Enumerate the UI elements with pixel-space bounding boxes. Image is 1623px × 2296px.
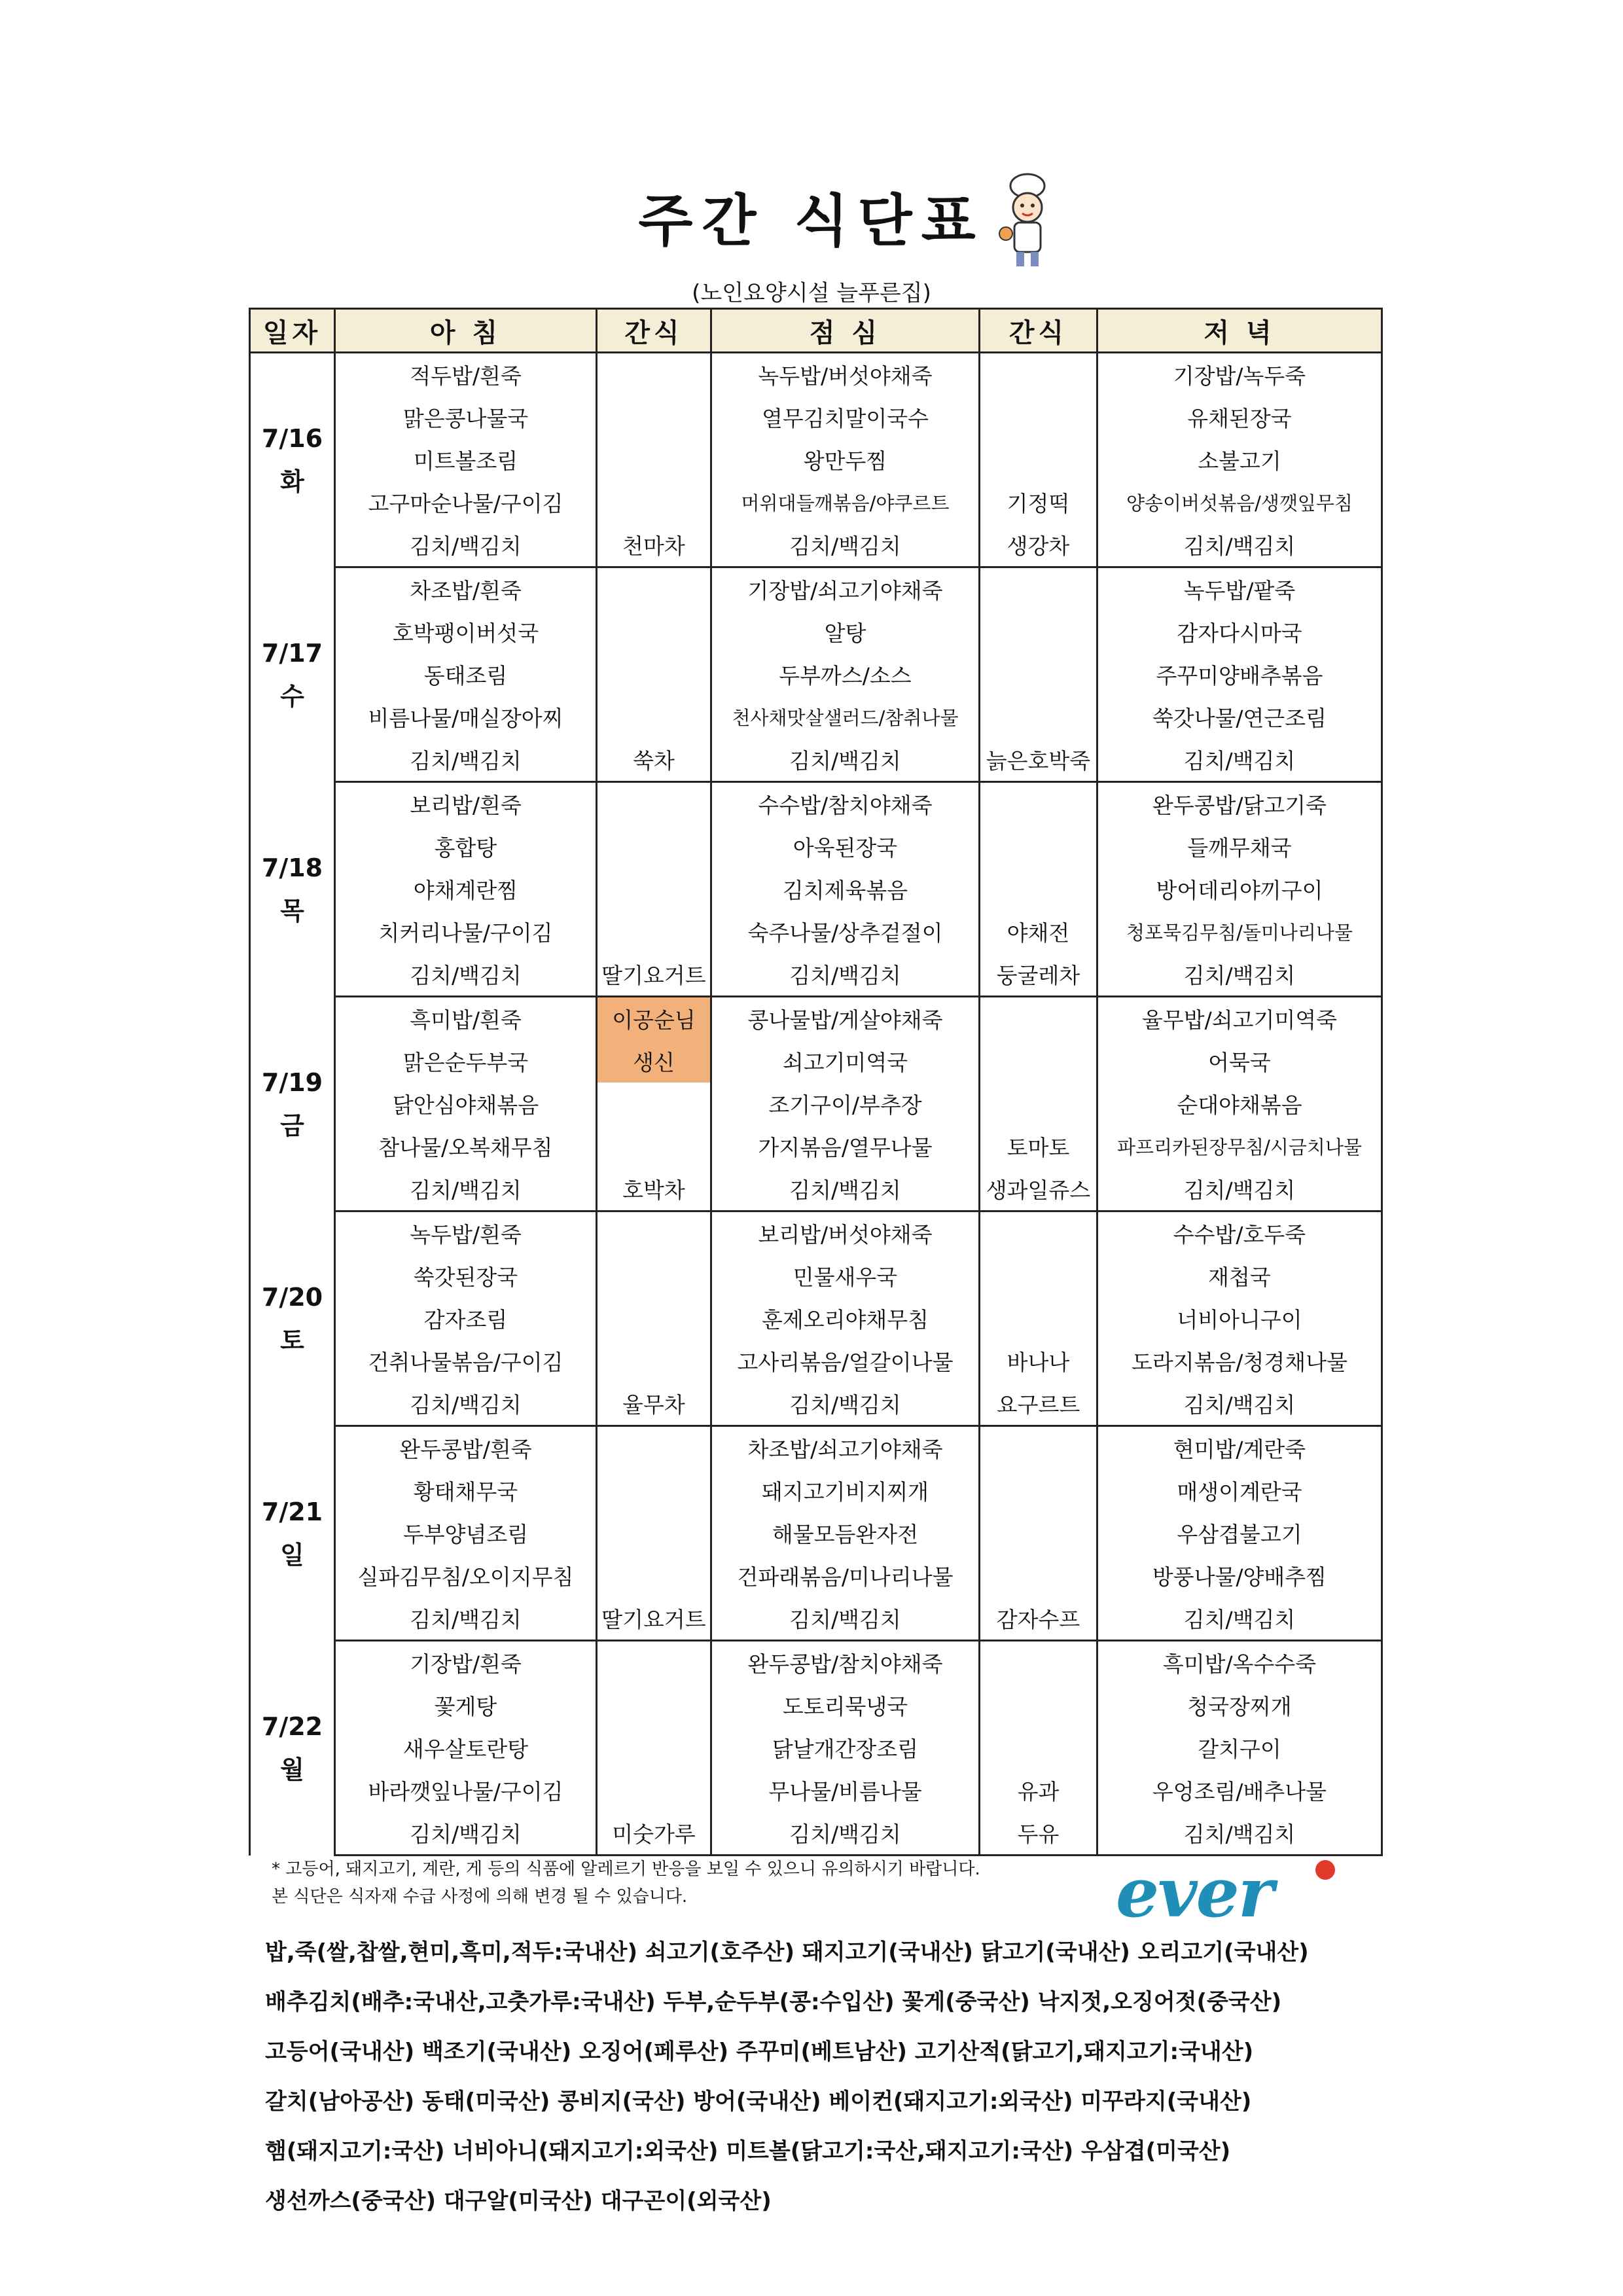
breakfast-cell: 맑은순두부국 [335, 1040, 597, 1083]
origin-line: 생선까스(중국산) 대구알(미국산) 대구곤이(외국산) [265, 2188, 772, 2214]
lunch-cell: 훈제오리야채무침 [711, 1297, 980, 1340]
snack-morning-cell [597, 1512, 711, 1554]
date-label: 7/22 [261, 1712, 323, 1741]
snack-morning-cell [597, 481, 711, 524]
weekday-label: 월 [280, 1755, 304, 1784]
breakfast-cell: 차조밥/흰죽 [335, 567, 597, 611]
lunch-cell: 김치/백김치 [711, 1812, 980, 1856]
menu-row [250, 1641, 1382, 1685]
origin-line: 햄(돼지고기:국산) 너비아니(돼지고기:외국산) 미트볼(닭고기:국산,돼지고기:국산) 우삼겹(미국산) [265, 2138, 1231, 2164]
lunch-cell: 고사리볶음/얼갈이나물 [711, 1340, 980, 1382]
lunch-cell: 돼지고기비지찌개 [711, 1469, 980, 1512]
lunch-cell: 가지볶음/열무나물 [711, 1125, 980, 1168]
lunch-cell: 알탕 [711, 611, 980, 653]
snack-afternoon-cell [980, 396, 1097, 439]
snack-afternoon-cell: 요구르트 [980, 1382, 1097, 1426]
lunch-cell: 김치/백김치 [711, 1382, 980, 1426]
lunch-cell: 기장밥/쇠고기야채죽 [711, 567, 980, 611]
menu-row [250, 1597, 1382, 1641]
snack-morning-cell [597, 782, 711, 826]
lunch-cell: 김치/백김치 [711, 1168, 980, 1211]
menu-row [250, 567, 1382, 611]
breakfast-cell: 야채계란찜 [335, 868, 597, 910]
snack-morning-cell [597, 1255, 711, 1297]
dinner-cell: 너비아니구이 [1097, 1297, 1382, 1340]
origin-line: 밥,죽(쌀,찹쌀,현미,흑미,적두:국내산) 쇠고기(호주산) 돼지고기(국내산) 닭고기(국내산) 오리고기(국내산) [265, 1939, 1309, 1965]
menu-row [250, 738, 1382, 782]
snack-morning-cell: 율무차 [597, 1382, 711, 1426]
allergy-note: * 고등어, 돼지고기, 계란, 게 등의 식품에 알레르기 반응을 보일 수 있으니 유의하시기 바랍니다. [272, 1859, 980, 1879]
column-header-date: 일자 [250, 309, 335, 353]
dinner-cell: 주꾸미양배추볶음 [1097, 653, 1382, 696]
lunch-cell: 닭날개간장조림 [711, 1727, 980, 1769]
lunch-cell: 김치제육볶음 [711, 868, 980, 910]
dinner-cell: 도라지볶음/청경채나물 [1097, 1340, 1382, 1382]
breakfast-cell: 두부양념조림 [335, 1512, 597, 1554]
column-header-lunch: 점 심 [711, 309, 980, 353]
snack-morning-cell [597, 611, 711, 653]
weekday-label: 화 [280, 467, 304, 497]
menu-row [250, 1340, 1382, 1382]
menu-row [250, 1083, 1382, 1125]
dinner-cell: 김치/백김치 [1097, 953, 1382, 997]
date-cell [250, 782, 335, 997]
dinner-cell: 김치/백김치 [1097, 1382, 1382, 1426]
snack-afternoon-cell [980, 1727, 1097, 1769]
menu-row [250, 997, 1382, 1041]
lunch-cell: 보리밥/버섯야채죽 [711, 1211, 980, 1255]
breakfast-cell: 실파김무침/오이지무침 [335, 1554, 597, 1597]
snack-afternoon-cell [980, 1255, 1097, 1297]
snack-afternoon-cell [980, 1554, 1097, 1597]
snack-morning-cell [597, 1426, 711, 1470]
menu-row [250, 524, 1382, 567]
snack-afternoon-cell [980, 567, 1097, 611]
snack-morning-cell [597, 396, 711, 439]
menu-row [250, 1211, 1382, 1255]
snack-afternoon-cell [980, 1641, 1097, 1685]
snack-afternoon-cell: 두유 [980, 1812, 1097, 1856]
dinner-cell: 갈치구이 [1097, 1727, 1382, 1769]
lunch-cell: 아욱된장국 [711, 825, 980, 868]
change-note: 본 식단은 식자재 수급 사정에 의해 변경 될 수 있습니다. [272, 1887, 688, 1907]
snack-morning-cell [597, 567, 711, 611]
snack-morning-cell [597, 868, 711, 910]
snack-morning-cell [597, 1554, 711, 1597]
snack-afternoon-cell [980, 1040, 1097, 1083]
menu-row [250, 696, 1382, 738]
lunch-cell: 쇠고기미역국 [711, 1040, 980, 1083]
snack-morning-cell [597, 1641, 711, 1685]
menu-row [250, 353, 1382, 397]
snack-afternoon-cell [980, 1297, 1097, 1340]
breakfast-cell: 홍합탕 [335, 825, 597, 868]
column-header-snack-morning: 간식 [597, 309, 711, 353]
snack-afternoon-cell [980, 1211, 1097, 1255]
breakfast-cell: 쑥갓된장국 [335, 1255, 597, 1297]
snack-morning-cell [597, 353, 711, 397]
breakfast-cell: 흑미밥/흰죽 [335, 997, 597, 1041]
date-label: 7/19 [261, 1067, 323, 1097]
snack-afternoon-cell [980, 782, 1097, 826]
lunch-cell: 김치/백김치 [711, 524, 980, 567]
menu-row [250, 1382, 1382, 1426]
breakfast-cell: 김치/백김치 [335, 953, 597, 997]
snack-morning-cell [597, 696, 711, 738]
menu-row [250, 1727, 1382, 1769]
breakfast-cell: 완두콩밥/흰죽 [335, 1426, 597, 1470]
snack-morning-cell [597, 1125, 711, 1168]
breakfast-cell: 건취나물볶음/구이김 [335, 1340, 597, 1382]
breakfast-cell: 새우살토란탕 [335, 1727, 597, 1769]
snack-morning-cell: 생신 [597, 1040, 711, 1083]
dinner-cell: 기장밥/녹두죽 [1097, 353, 1382, 397]
menu-row [250, 653, 1382, 696]
breakfast-cell: 김치/백김치 [335, 1168, 597, 1211]
snack-afternoon-cell: 감자수프 [980, 1597, 1097, 1641]
lunch-cell: 천사채맛살샐러드/참취나물 [711, 696, 980, 738]
facility-subtitle: (노인요양시설 늘푸른집) [692, 280, 931, 306]
dinner-cell: 순대야채볶음 [1097, 1083, 1382, 1125]
snack-afternoon-cell [980, 611, 1097, 653]
chef-icon [991, 171, 1063, 270]
dinner-cell: 우엉조림/배추나물 [1097, 1769, 1382, 1812]
snack-morning-cell [597, 1083, 711, 1125]
breakfast-cell: 미트볼조림 [335, 439, 597, 481]
snack-morning-cell: 미숫가루 [597, 1812, 711, 1856]
snack-afternoon-cell [980, 1426, 1097, 1470]
lunch-cell: 김치/백김치 [711, 1597, 980, 1641]
page-title: 주간 식단표 [638, 188, 985, 254]
snack-afternoon-cell: 야채전 [980, 910, 1097, 953]
dinner-cell: 김치/백김치 [1097, 738, 1382, 782]
breakfast-cell: 녹두밥/흰죽 [335, 1211, 597, 1255]
snack-morning-cell: 쑥차 [597, 738, 711, 782]
logo-accent-dot [1315, 1860, 1335, 1880]
breakfast-cell: 닭안심야채볶음 [335, 1083, 597, 1125]
lunch-cell: 콩나물밥/게살야채죽 [711, 997, 980, 1041]
menu-row [250, 1168, 1382, 1211]
dinner-cell: 김치/백김치 [1097, 524, 1382, 567]
snack-morning-cell: 딸기요거트 [597, 953, 711, 997]
breakfast-cell: 꽃게탕 [335, 1684, 597, 1727]
snack-afternoon-cell [980, 439, 1097, 481]
dinner-cell: 파프리카된장무침/시금치나물 [1097, 1125, 1382, 1168]
snack-morning-cell: 호박차 [597, 1168, 711, 1211]
lunch-cell: 두부까스/소스 [711, 653, 980, 696]
weekday-label: 금 [280, 1111, 304, 1140]
lunch-cell: 차조밥/쇠고기야채죽 [711, 1426, 980, 1470]
snack-morning-cell [597, 1469, 711, 1512]
snack-afternoon-cell: 바나나 [980, 1340, 1097, 1382]
snack-afternoon-cell [980, 1469, 1097, 1512]
lunch-cell: 수수밥/참치야채죽 [711, 782, 980, 826]
menu-row [250, 439, 1382, 481]
menu-row [250, 868, 1382, 910]
snack-afternoon-cell [980, 1684, 1097, 1727]
breakfast-cell: 기장밥/흰죽 [335, 1641, 597, 1685]
date-cell [250, 997, 335, 1211]
snack-afternoon-cell: 유과 [980, 1769, 1097, 1812]
snack-afternoon-cell: 둥굴레차 [980, 953, 1097, 997]
dinner-cell: 쑥갓나물/연근조림 [1097, 696, 1382, 738]
dinner-cell: 어묵국 [1097, 1040, 1382, 1083]
dinner-cell: 방풍나물/양배추찜 [1097, 1554, 1382, 1597]
lunch-cell: 왕만두찜 [711, 439, 980, 481]
dinner-cell: 들깨무채국 [1097, 825, 1382, 868]
menu-row [250, 953, 1382, 997]
date-label: 7/21 [261, 1497, 323, 1526]
menu-row [250, 396, 1382, 439]
snack-afternoon-cell: 늙은호박죽 [980, 738, 1097, 782]
snack-morning-cell [597, 1727, 711, 1769]
snack-afternoon-cell [980, 696, 1097, 738]
snack-morning-cell: 이공순님 [597, 997, 711, 1041]
dinner-cell: 감자다시마국 [1097, 611, 1382, 653]
snack-afternoon-cell: 생강차 [980, 524, 1097, 567]
breakfast-cell: 김치/백김치 [335, 1812, 597, 1856]
lunch-cell: 완두콩밥/참치야채죽 [711, 1641, 980, 1685]
dinner-cell: 흑미밥/옥수수죽 [1097, 1641, 1382, 1685]
dinner-cell: 매생이계란국 [1097, 1469, 1382, 1512]
weekday-label: 토 [280, 1325, 304, 1355]
dinner-cell: 방어데리야끼구이 [1097, 868, 1382, 910]
menu-row [250, 1769, 1382, 1812]
breakfast-cell: 고구마순나물/구이김 [335, 481, 597, 524]
table-header-row [250, 309, 1382, 353]
origin-line: 고등어(국내산) 백조기(국내산) 오징어(페루산) 주꾸미(베트남산) 고기산적(닭고기,돼지고기:국내산) [265, 2039, 1254, 2065]
date-cell [250, 1641, 335, 1856]
menu-row [250, 1297, 1382, 1340]
snack-morning-cell: 천마차 [597, 524, 711, 567]
lunch-cell: 녹두밥/버섯야채죽 [711, 353, 980, 397]
menu-row [250, 1554, 1382, 1597]
dinner-cell: 완두콩밥/닭고기죽 [1097, 782, 1382, 826]
snack-afternoon-cell: 기정떡 [980, 481, 1097, 524]
lunch-cell: 열무김치말이국수 [711, 396, 980, 439]
dinner-cell: 양송이버섯볶음/생깻잎무침 [1097, 481, 1382, 524]
snack-morning-cell [597, 439, 711, 481]
breakfast-cell: 보리밥/흰죽 [335, 782, 597, 826]
snack-afternoon-cell [980, 868, 1097, 910]
lunch-cell: 건파래볶음/미나리나물 [711, 1554, 980, 1597]
menu-row [250, 1426, 1382, 1470]
dinner-cell: 유채된장국 [1097, 396, 1382, 439]
breakfast-cell: 김치/백김치 [335, 738, 597, 782]
lunch-cell: 조기구이/부추장 [711, 1083, 980, 1125]
menu-row [250, 1040, 1382, 1083]
lunch-cell: 김치/백김치 [711, 953, 980, 997]
breakfast-cell: 치커리나물/구이김 [335, 910, 597, 953]
lunch-cell: 도토리묵냉국 [711, 1684, 980, 1727]
dinner-cell: 김치/백김치 [1097, 1168, 1382, 1211]
snack-morning-cell [597, 1211, 711, 1255]
snack-morning-cell [597, 1769, 711, 1812]
snack-morning-cell [597, 1684, 711, 1727]
breakfast-cell: 바라깻잎나물/구이김 [335, 1769, 597, 1812]
lunch-cell: 해물모듬완자전 [711, 1512, 980, 1554]
dinner-cell: 율무밥/쇠고기미역죽 [1097, 997, 1382, 1041]
menu-row [250, 1255, 1382, 1297]
dinner-cell: 수수밥/호두죽 [1097, 1211, 1382, 1255]
snack-morning-cell [597, 1340, 711, 1382]
date-label: 7/18 [261, 853, 323, 882]
menu-body [250, 353, 1382, 1856]
snack-morning-cell [597, 1297, 711, 1340]
dinner-cell: 김치/백김치 [1097, 1812, 1382, 1856]
menu-row [250, 1125, 1382, 1168]
lunch-cell: 무나물/비름나물 [711, 1769, 980, 1812]
snack-afternoon-cell: 생과일쥬스 [980, 1168, 1097, 1211]
lunch-cell: 머위대들깨볶음/야쿠르트 [711, 481, 980, 524]
dinner-cell: 녹두밥/팥죽 [1097, 567, 1382, 611]
snack-afternoon-cell [980, 653, 1097, 696]
dinner-cell: 청국장찌개 [1097, 1684, 1382, 1727]
column-header-breakfast: 아 침 [335, 309, 597, 353]
menu-row [250, 1812, 1382, 1856]
breakfast-cell: 김치/백김치 [335, 1382, 597, 1426]
menu-row [250, 611, 1382, 653]
snack-morning-cell [597, 653, 711, 696]
dinner-cell: 김치/백김치 [1097, 1597, 1382, 1641]
breakfast-cell: 비름나물/매실장아찌 [335, 696, 597, 738]
breakfast-cell: 동태조림 [335, 653, 597, 696]
menu-row [250, 825, 1382, 868]
breakfast-cell: 참나물/오복채무침 [335, 1125, 597, 1168]
dinner-cell: 우삼겹불고기 [1097, 1512, 1382, 1554]
weekly-menu-table [249, 308, 1383, 1856]
dinner-cell: 청포묵김무침/돌미나리나물 [1097, 910, 1382, 953]
breakfast-cell: 김치/백김치 [335, 1597, 597, 1641]
lunch-cell: 숙주나물/상추겉절이 [711, 910, 980, 953]
lunch-cell: 김치/백김치 [711, 738, 980, 782]
snack-afternoon-cell [980, 997, 1097, 1041]
weekday-label: 일 [280, 1540, 304, 1570]
menu-row [250, 1512, 1382, 1554]
menu-row [250, 1469, 1382, 1512]
snack-afternoon-cell [980, 825, 1097, 868]
menu-row [250, 910, 1382, 953]
origin-list [265, 1928, 1378, 2226]
snack-afternoon-cell [980, 1083, 1097, 1125]
weekday-label: 수 [280, 681, 304, 711]
snack-afternoon-cell [980, 1512, 1097, 1554]
dinner-cell: 소불고기 [1097, 439, 1382, 481]
date-cell [250, 1211, 335, 1426]
snack-morning-cell: 딸기요거트 [597, 1597, 711, 1641]
date-cell [250, 1426, 335, 1641]
breakfast-cell: 적두밥/흰죽 [335, 353, 597, 397]
date-label: 7/20 [261, 1282, 323, 1312]
menu-row [250, 481, 1382, 524]
breakfast-cell: 맑은콩나물국 [335, 396, 597, 439]
snack-morning-cell [597, 910, 711, 953]
breakfast-cell: 김치/백김치 [335, 524, 597, 567]
breakfast-cell: 황태채무국 [335, 1469, 597, 1512]
breakfast-cell: 감자조림 [335, 1297, 597, 1340]
snack-afternoon-cell [980, 353, 1097, 397]
snack-morning-cell [597, 825, 711, 868]
breakfast-cell: 호박팽이버섯국 [335, 611, 597, 653]
date-label: 7/16 [261, 424, 323, 454]
origin-line: 배추김치(배추:국내산,고춧가루:국내산) 두부,순두부(콩:수입산) 꽃게(중국산) 낙지젓,오징어젓(중국산) [265, 1989, 1282, 2015]
menu-row [250, 782, 1382, 826]
date-cell [250, 567, 335, 782]
allergy-notes [272, 1856, 980, 1910]
weekday-label: 목 [280, 896, 304, 925]
menu-row [250, 1684, 1382, 1727]
column-header-snack-afternoon: 간식 [980, 309, 1097, 353]
lunch-cell: 민물새우국 [711, 1255, 980, 1297]
column-header-dinner: 저 녁 [1097, 309, 1382, 353]
snack-afternoon-cell: 토마토 [980, 1125, 1097, 1168]
date-label: 7/17 [261, 638, 323, 668]
dinner-cell: 재첩국 [1097, 1255, 1382, 1297]
ever-logo: ever [1116, 1852, 1273, 1933]
dinner-cell: 현미밥/계란죽 [1097, 1426, 1382, 1470]
origin-line: 갈치(남아공산) 동태(미국산) 콩비지(국산) 방어(국내산) 베이컨(돼지고기:외국산) 미꾸라지(국내산) [265, 2089, 1252, 2115]
date-cell [250, 353, 335, 567]
